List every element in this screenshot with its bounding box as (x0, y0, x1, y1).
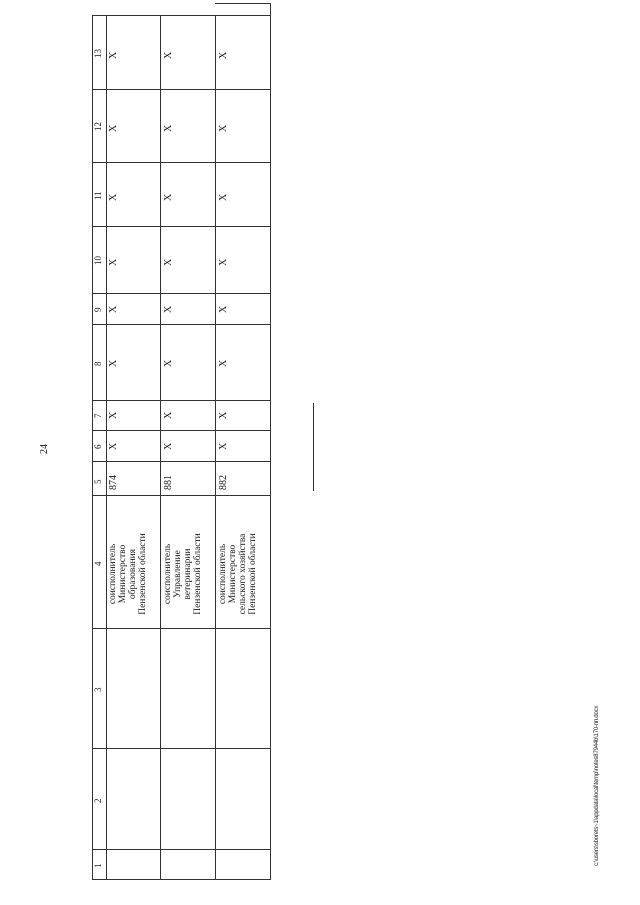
table-border (92, 430, 270, 431)
executor-org-line: сельского хозяйства (238, 533, 248, 615)
mark-cell: Х (108, 442, 119, 450)
table-border (215, 3, 271, 4)
column-number: 4 (93, 561, 103, 566)
mark-cell: Х (163, 411, 174, 419)
table-border (270, 3, 271, 880)
mark-cell: Х (108, 193, 119, 201)
table-border (92, 162, 270, 163)
table-border (92, 400, 270, 401)
executor-cell (218, 520, 258, 628)
mark-cell: Х (218, 193, 229, 201)
mark-cell: Х (218, 411, 229, 419)
table-border (92, 748, 270, 749)
mark-cell: Х (163, 51, 174, 59)
column-number: 9 (93, 307, 103, 312)
table-border (92, 226, 270, 227)
mark-cell: Х (163, 305, 174, 313)
executor-org-line: Пензенской области (193, 533, 203, 615)
mark-cell: Х (163, 258, 174, 266)
column-number: 6 (93, 444, 103, 449)
mark-cell: Х (163, 124, 174, 132)
code-cell: 882 (218, 475, 229, 490)
code-cell: 874 (108, 475, 119, 490)
mark-cell: Х (108, 305, 119, 313)
mark-cell: Х (163, 359, 174, 367)
column-number: 11 (93, 191, 103, 200)
executor-org-line: Пензенской области (248, 533, 258, 615)
table-border (92, 879, 270, 880)
mark-cell: Х (108, 51, 119, 59)
executor-org-line: Министерство (118, 544, 128, 604)
executor-org-line: Пензенской области (138, 533, 148, 615)
table-border (92, 849, 270, 850)
mark-cell: Х (218, 305, 229, 313)
table-border (92, 461, 270, 462)
column-number: 8 (93, 361, 103, 366)
executor-cell (108, 520, 148, 628)
table-border (92, 89, 270, 90)
executor-org-line: ветеринарии (183, 548, 193, 600)
column-number: 13 (93, 49, 103, 58)
executor-org-line: Управление (173, 550, 183, 598)
mark-cell: Х (163, 442, 174, 450)
mark-cell: Х (218, 442, 229, 450)
mark-cell: Х (108, 258, 119, 266)
table-border (215, 15, 216, 880)
table-border (92, 15, 270, 16)
executor-cell (163, 520, 203, 628)
mark-cell: Х (163, 193, 174, 201)
code-cell: 881 (163, 475, 174, 490)
mark-cell: Х (218, 124, 229, 132)
table-border (92, 628, 270, 629)
executor-role: соисполнитель (163, 543, 173, 605)
executor-role: соисполнитель (218, 543, 228, 605)
table-border (92, 495, 270, 496)
mark-cell: Х (218, 258, 229, 266)
column-number: 10 (93, 256, 103, 265)
column-number: 7 (93, 413, 103, 418)
mark-cell: Х (218, 51, 229, 59)
page-number: 24 (39, 444, 50, 454)
end-separator-line (313, 403, 314, 491)
table-border (106, 15, 107, 880)
executor-org-line: Министерство (228, 544, 238, 604)
column-number: 2 (93, 798, 103, 803)
table-border (160, 15, 161, 880)
table-border (92, 293, 270, 294)
mark-cell: Х (108, 124, 119, 132)
mark-cell: Х (218, 359, 229, 367)
executor-role: соисполнитель (108, 543, 118, 605)
column-number: 12 (93, 122, 103, 131)
footer-file-path: c:\users\sborets~1\appdata\local\temp\notes87944b\170-пп.docx (594, 705, 600, 866)
column-number: 5 (93, 479, 103, 484)
executor-org-line: образования (128, 548, 138, 600)
column-number: 3 (93, 687, 103, 692)
table-border (92, 324, 270, 325)
mark-cell: Х (108, 411, 119, 419)
column-number: 1 (93, 863, 103, 868)
mark-cell: Х (108, 359, 119, 367)
